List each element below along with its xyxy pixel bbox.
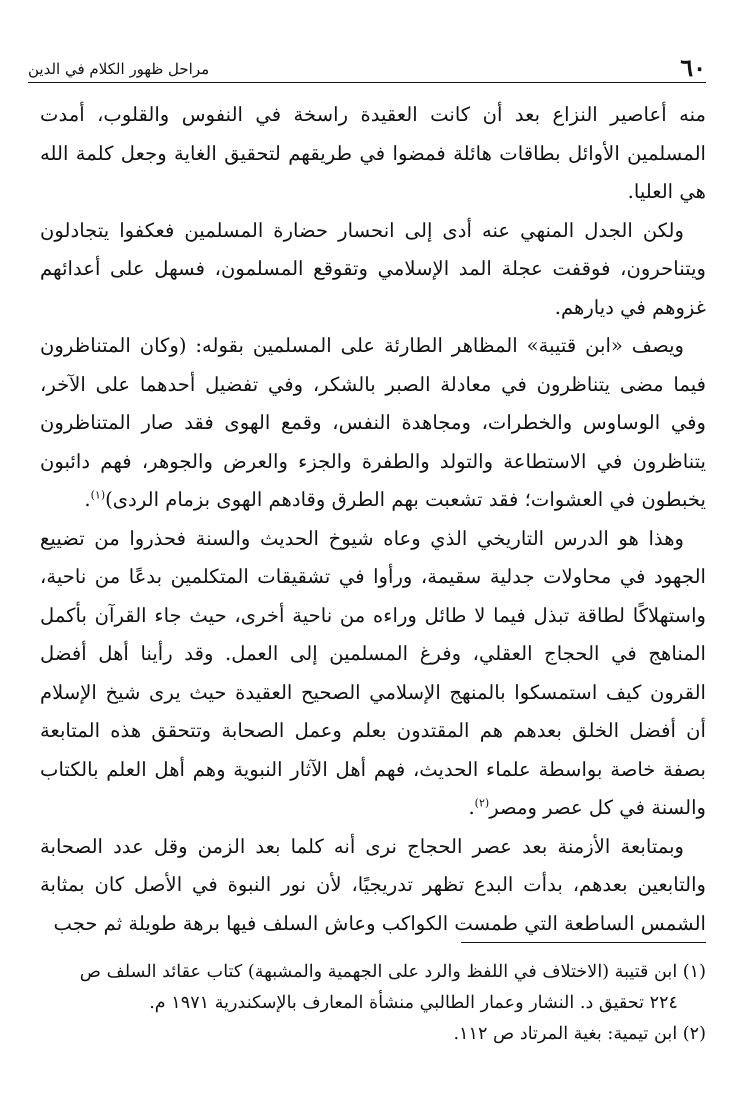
paragraph-2: ولكن الجدل المنهي عنه أدى إلى انحسار حضارة المسلمين فعكفوا يتجادلون ويتناحرون، فوقفت عجلة المد الإسلامي وتقوقع المسلمون، فسهل على أعدائهم غزوهم في ديارهم. xyxy=(40,218,706,319)
paragraph-4-text: وهذا هو الدرس التاريخي الذي وعاه شيوخ الحديث والسنة فحذروا من تضييع الجهود في محاولات جدلية سقيمة، ورأوا في تشقيقات المتكلمين بدعًا من ناحية، واستهلاكًا لطاقة تبذل فيما لا طائل وراءه من ناحية أخرى، حيث جاء القرآن بأكمل المناهج في الحجاج العقلي، وفرغ المسلمين إلى العمل. وقد رأينا أهل أفضل القرون كيف استمسكوا بالمنهج الإسلامي الصحيح العقيدة حيث يرى شيخ الإسلام أن أفضل الخلق بعدهم هم المقتدون بعلم وعمل الصحابة وتتحقق هذه المتابعة بصفة خاصة بواسطة علماء الحديث، فهم أهل الآثار النبوية وهم أهل العلم بالكتاب والسنة في كل عصر ومصر xyxy=(40,526,706,819)
footnotes xyxy=(40,957,706,1050)
paragraph-4 xyxy=(40,520,706,828)
footnote-ref-1[interactable]: (١) xyxy=(90,488,106,502)
page-number: ٦٠ xyxy=(680,53,706,82)
footnote-2: (٢) ابن تيمية: بغية المرتاد ص ١١٢. xyxy=(453,1024,706,1044)
footnote-separator xyxy=(461,942,706,943)
footnote-1-line-2: ٢٢٤ تحقيق د. النشار وعمار الطالبي منشأة المعارف بالإسكندرية ١٩٧١ م. xyxy=(149,993,678,1013)
running-title: مراحل ظهور الكلام في الدين xyxy=(28,60,210,78)
paragraph-3-end: . xyxy=(84,488,91,511)
footnote-1-line-1: (١) ابن قتيبة (الاختلاف في اللفظ والرد على الجهمية والمشبهة) كتاب عقائد السلف ص xyxy=(79,962,706,982)
page-header xyxy=(28,53,706,83)
paragraph-3-text: ويصف «ابن قتيبة» المظاهر الطارئة على المسلمين بقوله: (وكان المتناظرون فيما مضى يتناظرون في معادلة الصبر بالشكر، وفي تفضيل أحدهما على الآخر، وفي الوساوس والخطرات، ومجاهدة النفس، وقمع الهوى فقد صار المتناظرون يتناظرون في الاستطاعة والتولد والطفرة والجزء والعرض والجوهر، فهم دائبون يخبطون في العشوات؛ فقد تشعبت بهم الطرق وقادهم الهوى بزمام الردى) xyxy=(40,334,706,511)
paragraph-1: منه أعاصير النزاع بعد أن كانت العقيدة راسخة في النفوس والقلوب، أمدت المسلمين الأوائل بطاقات هائلة فمضوا في طريقهم لتحقيق الغاية وجعل كلمة الله هي العليا. xyxy=(40,103,706,203)
body-text xyxy=(40,96,706,943)
paragraph-3 xyxy=(40,327,706,520)
footnote-ref-2[interactable]: (٢) xyxy=(474,796,490,810)
paragraph-4-end: . xyxy=(468,796,475,819)
paragraph-5: وبمتابعة الأزمنة بعد عصر الحجاج نرى أنه كلما بعد الزمن وقل عدد الصحابة والتابعين بعدهم، بدأت البدع تظهر تدريجيًا، لأن نور النبوة في الأصل كان بمثابة الشمس الساطعة التي طمست الكواكب وعاش السلف فيها برهة طويلة ثم حجب xyxy=(40,834,706,935)
